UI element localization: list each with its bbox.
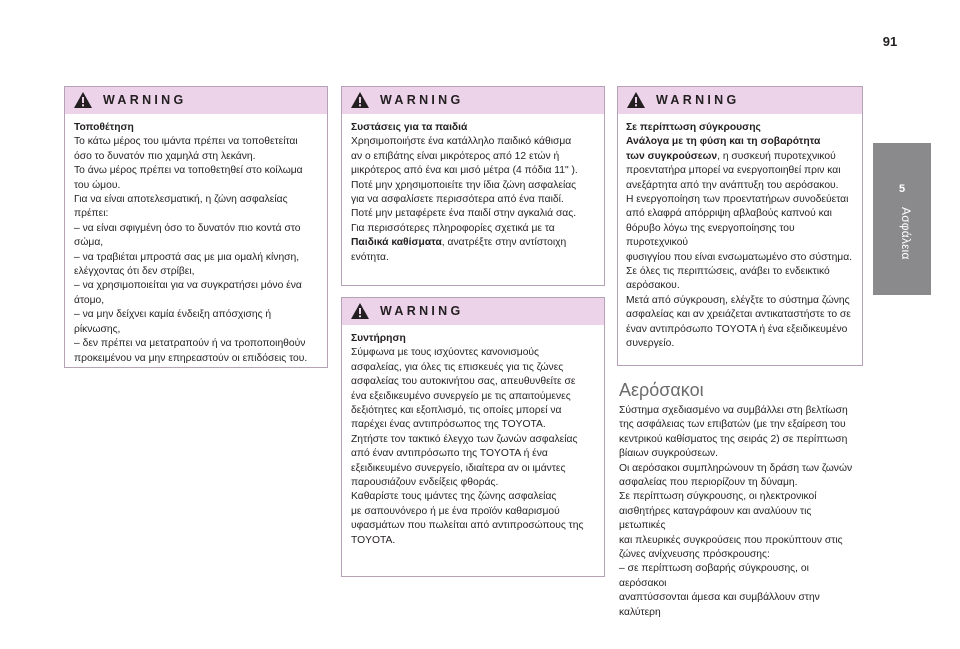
text-line: [626, 279, 858, 293]
warning-title: WARNING: [380, 304, 464, 318]
warning-header: [342, 87, 604, 114]
body-text: ανεξάρτητα από την ανάπτυξη του αερόσακου.: [626, 179, 839, 191]
body-text: – δεν πρέπει να μετατραπούν ή να τροποποιηθούν: [74, 338, 306, 350]
text-line: [351, 193, 596, 207]
text-line: [351, 179, 596, 193]
body-text: Το άνω μέρος πρέπει να τοποθετηθεί στο κοίλωμα: [74, 165, 303, 177]
text-line: [626, 193, 858, 207]
text-line: [351, 375, 596, 389]
body-text: πρέπει:: [74, 208, 109, 220]
body-text: παρέχει ένας αντιπρόσωπος της TOYOTA.: [351, 419, 546, 431]
warning-box-collision: [617, 86, 863, 366]
warning-triangle-icon: [73, 91, 93, 109]
text-line: [351, 390, 596, 404]
warning-title: WARNING: [103, 93, 187, 107]
body-text: ασφαλείας του αυτοκινήτου σας, απευθυνθείτε σε: [351, 376, 576, 388]
bold-text: Συστάσεις για τα παιδιά: [351, 122, 468, 133]
body-text: και πλευρικές συγκρούσεις που προκύπτουν στις: [619, 534, 843, 546]
body-text: κεντρικού καθίσματος της σειράς 2) σε περίπτωση: [619, 433, 848, 445]
text-line: [619, 447, 859, 461]
body-text: παρουσιάζουν ενδείξεις φθοράς.: [351, 477, 499, 489]
text-line: [74, 308, 319, 322]
chapter-label: Ασφάλεια: [899, 207, 913, 260]
text-line: [74, 150, 319, 164]
warning-box-maintenance: [341, 297, 605, 577]
text-line: [619, 490, 859, 504]
warning-body: [342, 114, 604, 271]
body-text: αερόσακου.: [626, 280, 680, 292]
body-text: δεξιότητες και εξοπλισμό, τις οποίες μπορεί να: [351, 405, 562, 417]
body-text: Οι αερόσακοι συμπληρώνουν τη δράση των ζωνών: [619, 462, 853, 474]
body-text: άτομο,: [74, 294, 105, 306]
body-text: εξειδικευμένο συνεργείο, ιδιαίτερα αν οι ιμάντες: [351, 462, 566, 474]
text-line: [619, 433, 859, 447]
body-text: σώμα,: [74, 237, 104, 249]
body-text: Σε όλες τις περιπτώσεις, ανάβει το ενδεικτικό: [626, 266, 830, 278]
text-line: [351, 332, 596, 346]
warning-box-children: [341, 86, 605, 286]
text-line: [351, 207, 596, 221]
text-line: [626, 207, 858, 221]
body-text: Ζητήστε τον τακτικό έλεγχο των ζωνών ασφαλείας: [351, 433, 578, 445]
body-text: μικρότερος από ένα και μισό μέτρα (4 πόδια 11" ).: [351, 165, 578, 177]
text-line: [74, 164, 319, 178]
body-text: προεντατήρα μπορεί να ενεργοποιηθεί πριν και: [626, 165, 841, 177]
warning-header: [618, 87, 862, 114]
body-text: ασφαλείας και αν χρειάζεται αντικαταστήστε το σε: [626, 309, 851, 321]
text-line: [626, 222, 858, 251]
text-line: [74, 236, 319, 250]
body-text: Η ενεργοποίηση των προεντατήρων συνοδεύεται: [626, 194, 849, 206]
body-text: Ποτέ μην μεταφέρετε ένα παιδί στην αγκαλιά σας.: [351, 208, 577, 220]
body-text: από ελαφρά απόρριψη αβλαβούς καπνού και: [626, 208, 832, 220]
body-text: – να τραβιέται μπροστά σας με μια ομαλή κίνηση,: [74, 251, 300, 263]
body-text: ασφαλείας, για όλες τις επισκευές για τις ζώνες: [351, 361, 564, 373]
bold-text: Τοποθέτηση: [74, 122, 134, 133]
body-text: Σύστημα σχεδιασμένο να συμβάλλει στη βελτίωση: [619, 405, 848, 416]
bold-text: των συγκρούσεων: [626, 150, 718, 162]
text-line: [619, 462, 859, 476]
text-line: [351, 404, 596, 418]
text-line: [626, 337, 858, 351]
text-line: [74, 251, 319, 265]
body-text: έναν αντιπρόσωπο TOYOTA ή ένα εξειδικευμένο: [626, 323, 848, 335]
body-text: ζώνες ανίχνευσης πρόσκρουσης:: [619, 549, 770, 561]
text-line: [351, 476, 596, 490]
text-line: [619, 562, 859, 591]
body-text: , η συσκευή πυροτεχνικού: [717, 150, 836, 162]
warning-title: WARNING: [380, 93, 464, 107]
text-line: [626, 135, 858, 149]
text-line: [351, 519, 596, 533]
text-line: [619, 534, 859, 548]
warning-header: [342, 298, 604, 325]
warning-body: [342, 325, 604, 554]
body-text: Το κάτω μέρος του ιμάντα πρέπει να τοποθετείται: [74, 136, 298, 148]
body-text: – σε περίπτωση σοβαρής σύγκρουσης, οι αερόσακοι: [619, 563, 809, 589]
text-line: [626, 265, 858, 279]
text-line: [351, 462, 596, 476]
text-line: [351, 447, 596, 461]
body-text: – να μην δείχνει καμία ένδειξη απόσχισης ή: [74, 309, 272, 321]
body-text: Ποτέ μην χρησιμοποιείτε την ίδια ζώνη ασφαλείας: [351, 179, 577, 191]
bold-text: Συντήρηση: [351, 333, 406, 344]
text-line: [351, 346, 596, 360]
text-line: [74, 294, 319, 308]
body-text: του ώμου.: [74, 179, 121, 191]
body-text: με σαπουνόνερο ή με ένα προϊόν καθαρισμού: [351, 505, 560, 517]
text-line: [619, 418, 859, 432]
body-text: – να είναι σφιγμένη όσο το δυνατόν πιο κοντά στο: [74, 222, 301, 234]
text-line: [626, 179, 858, 193]
text-line: [626, 294, 858, 308]
text-line: [619, 505, 859, 534]
body-text: Σύμφωνα με τους ισχύοντες κανονισμούς: [351, 347, 540, 359]
body-text: προκειμένου να μην επηρεαστούν οι επιδόσεις του.: [74, 352, 308, 364]
text-line: [74, 121, 319, 135]
warning-box-placement: [64, 86, 328, 368]
text-line: [619, 548, 859, 562]
airbags-text: [619, 404, 859, 620]
warning-header: [65, 87, 327, 114]
text-line: [351, 121, 596, 135]
body-text: αισθητήρες καταγράφουν και αναλύουν τις μετωπικές: [619, 505, 812, 532]
body-text: αναπτύσσονται άμεσα και συμβάλλουν στην καλύτερη: [619, 592, 820, 618]
text-line: [351, 361, 596, 375]
text-line: [74, 207, 319, 221]
text-line: [619, 404, 859, 418]
text-line: [74, 265, 319, 279]
body-text: ρίκνωσης,: [74, 323, 121, 335]
body-text: για να ασφαλίσετε περισσότερα από ένα παιδί.: [351, 194, 564, 206]
body-text: της ασφάλειας των επιβατών (με την εξαίρεση του: [619, 419, 846, 431]
warning-body: [618, 114, 862, 358]
text-line: [351, 534, 596, 548]
text-line: [619, 591, 859, 620]
body-text: θόρυβο λόγω της ενεργοποίησης του πυροτεχνικού: [626, 222, 795, 249]
text-line: [351, 236, 596, 250]
text-line: [351, 222, 596, 236]
page-number: 91: [882, 34, 898, 49]
text-line: [351, 150, 596, 164]
body-text: από έναν αντιπρόσωπο της TOYOTA ή ένα: [351, 448, 548, 460]
body-text: , ανατρέξτε στην αντίστοιχη: [441, 237, 567, 249]
body-text: αν ο επιβάτης είναι μικρότερος από 12 ετών ή: [351, 150, 560, 162]
body-text: Για περισσότερες πληροφορίες σχετικά με τα: [351, 222, 555, 234]
body-text: ελέγχοντας ότι δεν στρίβει,: [74, 266, 195, 278]
text-line: [74, 179, 319, 193]
text-line: [351, 135, 596, 149]
text-line: [351, 251, 596, 265]
body-text: ενότητα.: [351, 251, 389, 263]
body-text: Χρησιμοποιήστε ένα κατάλληλο παιδικό κάθισμα: [351, 136, 572, 148]
chapter-side-tab[interactable]: [873, 143, 931, 295]
text-line: [351, 418, 596, 432]
text-line: [626, 323, 858, 337]
text-line: [626, 150, 858, 164]
warning-triangle-icon: [350, 91, 370, 109]
body-text: Μετά από σύγκρουση, ελέγξτε το σύστημα ζώνης: [626, 294, 850, 306]
text-line: [626, 251, 858, 265]
text-line: [626, 308, 858, 322]
text-line: [74, 337, 319, 351]
text-line: [619, 476, 859, 490]
warning-body: [65, 114, 327, 372]
text-line: [74, 193, 319, 207]
bold-text: Ανάλογα με τη φύση και τη σοβαρότητα: [626, 136, 821, 148]
text-line: [351, 505, 596, 519]
body-text: ένα εξειδικευμένο συνεργείο με τις απαιτούμενες: [351, 390, 571, 402]
warning-triangle-icon: [350, 302, 370, 320]
body-text: συνεργείο.: [626, 338, 675, 350]
body-text: βίαιων συγκρούσεων.: [619, 448, 718, 460]
bold-text: Παιδικά καθίσματα: [351, 237, 442, 249]
text-line: [74, 323, 319, 337]
airbags-heading: Αερόσακοι: [619, 380, 704, 400]
body-text: υφασμάτων που πωλείται από αντιπροσώπους της: [351, 520, 584, 532]
body-text: – να χρησιμοποιείται για να συγκρατήσει μόνο ένα: [74, 280, 302, 292]
body-text: φυσιγγίου που είναι ενσωματωμένο στο σύστημα.: [626, 251, 853, 263]
body-text: TOYOTA.: [351, 534, 396, 546]
text-line: [74, 279, 319, 293]
text-line: [351, 490, 596, 504]
text-line: [74, 352, 319, 366]
warning-triangle-icon: [626, 91, 646, 109]
warning-title: WARNING: [656, 93, 740, 107]
bold-text: Σε περίπτωση σύγκρουσης: [626, 122, 761, 133]
body-text: Σε περίπτωση σύγκρουσης, οι ηλεκτρονικοί: [619, 491, 817, 503]
text-line: [626, 164, 858, 178]
text-line: [626, 121, 858, 135]
body-text: όσο το δυνατόν πιο χαμηλά στη λεκάνη.: [74, 150, 256, 162]
chapter-number: 5: [898, 183, 906, 195]
text-line: [351, 433, 596, 447]
text-line: [74, 222, 319, 236]
body-text: Για να είναι αποτελεσματική, η ζώνη ασφαλείας: [74, 194, 288, 206]
body-text: Καθαρίστε τους ιμάντες της ζώνης ασφαλείας: [351, 491, 557, 503]
body-text: ασφαλείας που περιορίζουν τη δύναμη.: [619, 477, 798, 489]
text-line: [351, 164, 596, 178]
text-line: [74, 135, 319, 149]
